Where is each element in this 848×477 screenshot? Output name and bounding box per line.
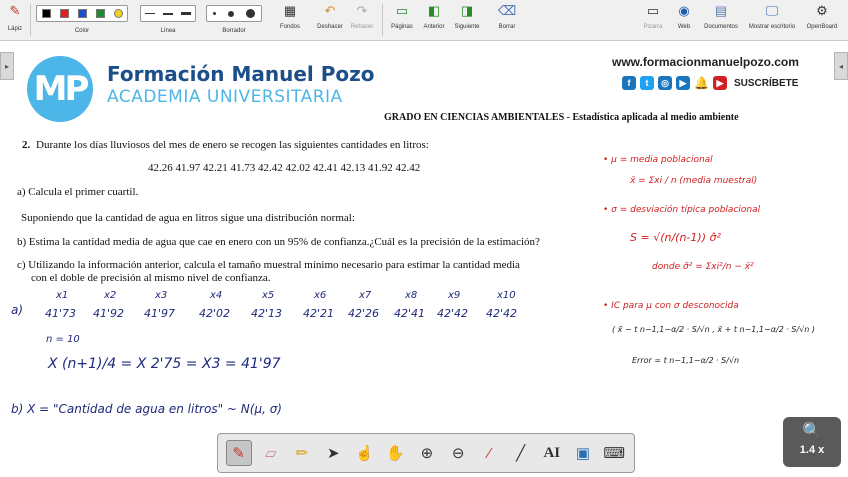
documents-button[interactable] [700,2,742,30]
eraser-size-picker[interactable] [206,5,262,22]
data-values: 42.26 41.97 42.21 41.73 42.42 42.02 42.41 42.13 41.92 42.42 [148,162,421,174]
color-black-swatch[interactable] [42,9,51,18]
pages-button[interactable] [388,2,416,30]
pen-icon: ✎ [232,445,245,462]
laser-pointer-icon: ⁄ [488,444,491,462]
youtube-icon: ▶ [676,76,690,90]
hw-x-value: 42'42 [437,307,469,320]
board-label: Pizarra [643,24,663,30]
problem-number: 2. [22,139,31,151]
backgrounds-label: Fondos [279,24,300,30]
desktop-icon: 🖵 [765,3,779,18]
text-tool-button[interactable] [540,441,564,465]
social-links [622,76,798,90]
backgrounds-button[interactable] [276,2,304,30]
left-panel-toggle[interactable] [0,52,14,80]
redo-button[interactable] [348,2,376,30]
color-blue-swatch[interactable] [78,9,87,18]
bottom-toolbar [217,433,635,473]
pages-label: Páginas [391,24,413,30]
play-icon: ▶ [713,76,727,90]
right-panel-toggle[interactable] [834,52,848,80]
capture-tool-button[interactable] [571,441,595,465]
brand-subtitle: ACADEMIA UNIVERSITARIA [107,87,343,107]
problem-statement: Durante los días lluviosos del mes de enero se recogen las siguientes cantidades en litros: [36,139,429,151]
note-mu: • μ = media poblacional [603,155,713,165]
hw-x-value: 42'21 [303,307,335,320]
zoom-out-tool-button[interactable] [446,441,470,465]
hw-n-equation: n = 10 [46,334,80,345]
zoom-in-icon: ⊕ [420,445,434,462]
documents-label: Documentos [704,24,738,30]
highlighter-icon: ✏ [295,445,309,462]
board-icon: ▭ [646,3,660,18]
hw-x-value: 42'02 [199,307,231,320]
note-ic-formula: ( x̄ − t n−1,1−α/2 · S/√n , x̄ + t n−1,1−α/2 · S/√n ) [612,325,816,334]
zoom-in-tool-button[interactable] [415,441,439,465]
zoom-indicator[interactable] [783,417,841,467]
previous-page-button[interactable] [420,2,448,30]
keyboard-icon: ⌨ [603,445,626,462]
hw-x-label: x4 [210,290,223,301]
pen-icon: ✎ [9,3,21,18]
line-thick-icon[interactable] [181,12,191,15]
color-green-swatch[interactable] [96,9,105,18]
line-thin-icon[interactable] [145,13,155,14]
openboard-menu-button[interactable] [802,2,842,30]
website-url: www.formacionmanuelpozo.com [612,55,799,69]
keyboard-tool-button[interactable] [602,441,626,465]
chevron-right-icon: ▸ [4,61,9,71]
question-c-line2: con el doble de precisión al mismo nivel de confianza. [31,272,271,284]
line-label: Línea [160,28,176,34]
line-medium-icon[interactable] [163,13,173,15]
capture-icon: ▣ [575,445,591,462]
line-icon: ╱ [516,445,526,462]
hw-x-label: x7 [359,290,372,301]
twitter-icon: t [640,76,654,90]
pen-label: Lápiz [7,26,23,32]
hw-x-value: 41'97 [144,307,176,320]
color-picker[interactable] [36,5,128,22]
eraser-icon: ▱ [265,445,277,462]
separator [382,4,383,36]
instagram-icon: ◎ [658,76,672,90]
documents-icon: ▤ [714,3,728,18]
color-red-swatch[interactable] [60,9,69,18]
undo-label: Deshacer [317,24,343,30]
magnifier-icon: 🔍 [802,423,822,440]
pointing-hand-icon: ☝ [355,445,374,462]
laser-pointer-button[interactable] [477,441,501,465]
eraser-tool-button[interactable] [259,441,283,465]
note-sigma: • σ = desviación típica poblacional [603,205,761,215]
note-sigma-hat: donde σ̂² = Σxi²/n − x̄² [652,262,754,272]
eraser-small-icon[interactable] [213,12,216,15]
academy-logo: MP [27,56,93,122]
zoom-out-icon: ⊖ [451,445,465,462]
assumption-text: Suponiendo que la cantidad de agua en litros sigue una distribución normal: [21,212,355,224]
board-button[interactable] [640,2,666,30]
line-tool-button[interactable] [509,441,533,465]
color-yellow-swatch[interactable] [114,9,123,18]
text-icon: AI [543,444,561,461]
clear-board-icon: ⌫ [497,3,517,18]
add-page-icon: ▭ [395,3,409,18]
hw-b-line: b) X = "Cantidad de agua en litros" ~ N(μ, σ) [11,402,282,416]
hw-x-label: x10 [497,290,516,301]
selector-tool-button[interactable] [321,441,345,465]
hw-x-label: x5 [262,290,275,301]
line-width-picker[interactable] [140,5,196,22]
hw-x-label: x1 [56,290,69,301]
hw-x-value: 41'73 [45,307,77,320]
clear-label: Borrar [498,24,516,30]
separator [30,4,31,36]
web-button[interactable] [672,2,696,30]
top-toolbar [0,0,848,41]
next-page-icon: ◨ [460,3,474,18]
bell-icon: 🔔 [694,76,709,90]
question-a: a) Calcula el primer cuartil. [17,186,139,198]
previous-label: Anterior [423,24,445,30]
hw-x-label: x9 [448,290,461,301]
hw-x-value: 41'92 [93,307,125,320]
hw-x-label: x8 [405,290,418,301]
question-b: b) Estima la cantidad media de agua que cae en enero con un 95% de confianza.¿Cuál es la precisión de la estimación? [17,236,540,248]
hand-tool-button[interactable] [384,441,408,465]
course-title: GRADO EN CIENCIAS AMBIENTALES - Estadística aplicada al medio ambiente [384,112,739,123]
note-xbar: x̄ = Σxi / n (media muestral) [630,176,758,186]
redo-label: Rehacer [350,24,374,30]
hw-a-label: a) [11,303,24,317]
hw-x-value: 42'41 [394,307,426,320]
facebook-icon: f [622,76,636,90]
undo-icon: ↶ [324,3,336,18]
globe-icon: ◉ [678,3,690,18]
redo-icon: ↷ [356,3,368,18]
eraser-label: Borrador [222,28,246,34]
hand-icon: ✋ [386,445,406,462]
next-page-button[interactable] [452,2,482,30]
keyboard-grid-icon: ▦ [283,3,297,18]
chevron-left-icon: ◂ [838,61,843,71]
zoom-level: 1.4 x [799,444,825,456]
arrow-cursor-icon: ➤ [326,445,340,462]
pen-tool-button[interactable] [226,440,252,466]
clear-button[interactable] [493,2,521,30]
hw-x-label: x6 [314,290,327,301]
show-desktop-label: Mostrar escritorio [748,24,796,30]
eraser-large-icon[interactable] [246,9,255,18]
hw-x-label: x2 [104,290,117,301]
interact-tool-button[interactable] [352,441,376,465]
hw-x-value: 42'13 [251,307,283,320]
gear-icon: ⚙ [816,3,828,18]
previous-page-icon: ◧ [427,3,441,18]
subscribe-label: SUSCRÍBETE [733,77,799,89]
pen-tool[interactable] [5,2,25,32]
show-desktop-button[interactable] [744,2,800,30]
color-label: Color [74,28,90,34]
hw-x-value: 42'26 [348,307,380,320]
note-ic: • IC para μ con σ desconocida [603,301,739,311]
hw-x-label: x3 [155,290,168,301]
brand-name: Formación Manuel Pozo [107,62,375,86]
undo-button[interactable] [313,2,347,30]
question-c-line1: c) Utilizando la información anterior, calcula el tamaño muestral mínimo necesario para estimar la cantidad media [17,259,520,271]
note-s-formula: S = √(n/(n-1)) σ̂² [630,231,721,244]
hw-x-value: 42'42 [486,307,518,320]
hw-quartile: X (n+1)/4 = X 2'75 = X3 = 41'97 [48,356,281,372]
next-label: Siguiente [454,24,480,30]
eraser-medium-icon[interactable] [228,11,234,17]
web-label: Web [677,24,691,30]
note-error: Error = t n−1,1−α/2 · S/√n [632,356,740,365]
openboard-label: OpenBoard [806,24,838,30]
highlighter-tool-button[interactable] [290,441,314,465]
